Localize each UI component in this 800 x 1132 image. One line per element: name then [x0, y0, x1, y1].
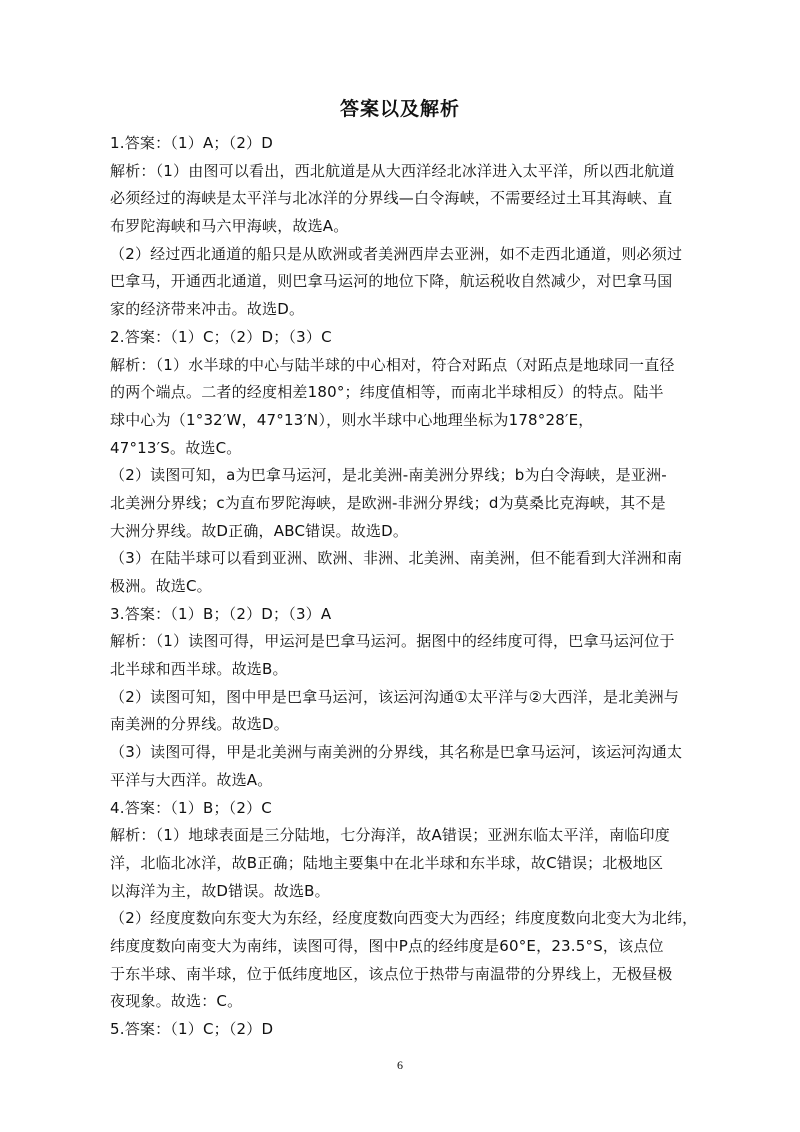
text-line: （3）在陆半球可以看到亚洲、欧洲、非洲、北美洲、南美洲，但不能看到大洋洲和南 [110, 549, 683, 568]
text-line: （2）经度度数向东变大为东经，经度度数向西变大为西经；纬度度数向北变大为北纬， [110, 909, 698, 928]
text-line: 夜现象。故选：C。 [110, 992, 243, 1011]
text-line: 2.答案：（1）C；（2）D；（3）C [110, 327, 332, 346]
text-line: 5.答案：（1）C；（2）D [110, 1020, 274, 1038]
text-line: 于东半球、南半球，位于低纬度地区，该点位于热带与南温带的分界线上，无极昼极 [110, 964, 673, 983]
text-line: 极洲。故选C。 [110, 577, 212, 595]
text-line: 必须经过的海峡是太平洋与北冰洋的分界线—白令海峡，不需要经过土耳其海峡、直 [110, 189, 673, 208]
text-line: 解析：（1）水半球的中心与陆半球的中心相对，符合对跖点（对跖点是地球同一直径 [110, 355, 675, 374]
text-line: 北半球和西半球。故选B。 [110, 660, 288, 679]
text-line: （2）读图可知，a为巴拿马运河，是北美洲-南美洲分界线；b为白令海峡，是亚洲- [110, 466, 667, 485]
text-line: （3）读图可得，甲是北美洲与南美洲的分界线，其名称是巴拿马运河，该运河沟通太 [110, 743, 683, 762]
text-line: （2）读图可知，图中甲是巴拿马运河，该运河沟通①太平洋与②大西洋，是北美洲与 [110, 687, 680, 706]
page-number: 6 [397, 1058, 403, 1072]
text-line: 南美洲的分界线。故选D。 [110, 715, 289, 734]
text-line: 纬度度数向南变大为南纬，读图可得，图中P点的经纬度是60°E，23.5°S，该点位 [110, 936, 664, 955]
text-line: 北美洲分界线；c为直布罗陀海峡，是欧洲-非洲分界线；d为莫桑比克海峡，其不是 [110, 493, 666, 512]
text-line: 布罗陀海峡和马六甲海峡，故选A。 [110, 217, 349, 236]
text-line: 球中心为（1°32′W，47°13′N），则水半球中心地理坐标为178°28′E， [110, 410, 594, 429]
text-line: 解析：（1）地球表面是三分陆地，七分海洋，故A错误；亚洲东临太平洋，南临印度 [110, 826, 670, 845]
text-line: 大洲分界线。故D正确，ABC错误。故选D。 [110, 521, 409, 540]
text-line: 4.答案：（1）B；（2）C [110, 798, 272, 817]
answer-body [110, 130, 700, 1044]
text-line: 巴拿马，开通西北通道，则巴拿马运河的地位下降，航运税收自然减少，对巴拿马国 [110, 272, 673, 291]
text-line: 家的经济带来冲击。故选D。 [110, 300, 305, 319]
text-line: （2）经过西北通道的船只是从欧洲或者美洲西岸去亚洲，如不走西北通道，则必须过 [110, 244, 683, 263]
page-title: 答案以及解析 [339, 98, 460, 120]
text-line: 解析：（1）由图可以看出，西北航道是从大西洋经北冰洋进入太平洋，所以西北航道 [110, 161, 675, 180]
text-line: 47°13′S。故选C。 [110, 438, 242, 457]
text-line: 的两个端点。二者的经度相差180°；纬度值相等，而南北半球相反）的特点。陆半 [110, 383, 664, 402]
text-line: 1.答案：（1）A；（2）D [110, 134, 274, 152]
text-line: 以海洋为主，故D错误。故选B。 [110, 881, 330, 900]
text-line: 解析：（1）读图可得，甲运河是巴拿马运河。据图中的经纬度可得，巴拿马运河位于 [110, 632, 675, 651]
text-line: 洋，北临北冰洋，故B正确；陆地主要集中在北半球和东半球，故C错误；北极地区 [110, 853, 664, 872]
text-line: 3.答案：（1）B；（2）D；（3）A [110, 604, 332, 623]
text-line: 平洋与大西洋。故选A。 [110, 770, 273, 789]
